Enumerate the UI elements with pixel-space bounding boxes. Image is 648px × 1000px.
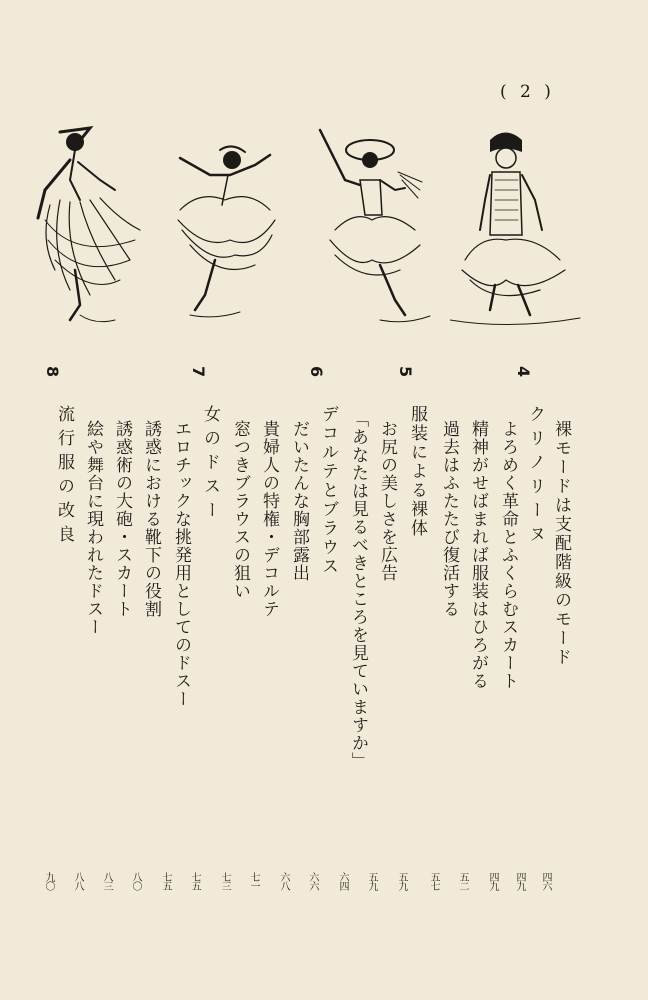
toc-item-page: 四九 bbox=[487, 872, 498, 890]
chapter-6-page: 六六 bbox=[307, 872, 318, 890]
toc-item-6-3[interactable] bbox=[219, 420, 248, 890]
toc-item-text: よろめく革命とふくらむスカート bbox=[498, 420, 518, 690]
toc-item-page: 七一 bbox=[248, 872, 259, 890]
toc-entry-chapter-6[interactable] bbox=[307, 405, 336, 890]
chapter-5-number: 5 bbox=[396, 366, 415, 378]
toc-item-page: 八〇 bbox=[130, 872, 141, 890]
toc-item-text: 誘惑術の大砲・スカート bbox=[112, 420, 132, 618]
toc-item-text: 窓つきブラウスの狙い bbox=[230, 420, 250, 600]
chapter-8-number: 8 bbox=[43, 366, 62, 378]
toc-item-text: 「あなたは見るべきところを見ていますか」 bbox=[348, 410, 368, 770]
toc-item-7-3[interactable] bbox=[101, 420, 130, 890]
toc-item-7-1[interactable] bbox=[160, 420, 189, 890]
toc-item-6-2[interactable] bbox=[248, 420, 277, 890]
cancan-dancers-illustration bbox=[20, 120, 630, 335]
toc-item-4-3[interactable] bbox=[457, 420, 486, 890]
toc-item-text: 貴婦人の特権・デコルテ bbox=[259, 420, 279, 618]
toc-item-page: 七三 bbox=[219, 872, 230, 890]
toc-item-4-2[interactable] bbox=[487, 420, 516, 890]
toc-entry-chapter-7[interactable] bbox=[189, 405, 218, 890]
toc-entry-chapter-5[interactable] bbox=[396, 405, 425, 890]
chapter-7-title: 女のドスー bbox=[200, 405, 220, 525]
toc-item-text: 絵や舞台に現われたドスー bbox=[83, 420, 103, 636]
toc-item-page: 五二 bbox=[457, 872, 468, 890]
chapter-4-title: 裸モードは支配階級のモード bbox=[551, 420, 571, 667]
dancer-figure-3 bbox=[310, 120, 440, 335]
toc-item-4-1[interactable] bbox=[514, 405, 543, 890]
chapter-8-title: 流行服の改良 bbox=[54, 405, 74, 549]
chapter-8-page: 九〇 bbox=[43, 872, 54, 890]
toc-item-text: だいたんな胸部露出 bbox=[289, 420, 309, 582]
toc-entry-chapter-8[interactable] bbox=[43, 405, 72, 890]
toc-item-page: 八八 bbox=[72, 872, 83, 890]
chapter-4-page: 四六 bbox=[540, 872, 551, 890]
chapter-7-page: 七五 bbox=[189, 872, 200, 890]
toc-item-6-1[interactable] bbox=[278, 420, 307, 890]
page-number: ( 2 ) bbox=[500, 82, 555, 102]
toc-item-text: お尻の美しさを広告 bbox=[377, 420, 397, 582]
toc-item-5-1[interactable] bbox=[366, 420, 395, 890]
toc-item-text: 精神がせばまれば服装はひろがる bbox=[468, 420, 488, 690]
toc-item-page: 六八 bbox=[278, 872, 289, 890]
chapter-5-title: 服装による裸体 bbox=[407, 405, 427, 538]
toc-item-7-2[interactable] bbox=[130, 420, 159, 890]
toc-item-text: エロチックな挑発用としてのドスー bbox=[171, 420, 191, 708]
chapter-6-title: デコルテとブラウス bbox=[318, 405, 338, 576]
toc-item-text: クリノリーヌ bbox=[525, 405, 545, 549]
dancer-figure-4 bbox=[450, 120, 590, 335]
toc-item-text: 過去はふたたび復活する bbox=[439, 420, 459, 618]
toc-item-7-4[interactable] bbox=[72, 420, 101, 890]
dancer-figure-2 bbox=[160, 120, 290, 335]
chapter-4-number: 4 bbox=[514, 366, 533, 378]
toc-item-page: 七五 bbox=[160, 872, 171, 890]
toc-item-page: 八三 bbox=[101, 872, 112, 890]
toc-item-4-4[interactable] bbox=[428, 420, 457, 890]
toc-item-5-2[interactable] bbox=[337, 410, 366, 890]
toc-item-page: 五七 bbox=[428, 872, 439, 890]
toc-item-page: 六四 bbox=[337, 872, 348, 890]
dancer-figure-1 bbox=[20, 120, 155, 335]
chapter-6-number: 6 bbox=[307, 366, 326, 378]
toc-item-page: 四九 bbox=[514, 872, 525, 890]
chapter-7-number: 7 bbox=[189, 366, 208, 378]
toc-item-page: 五九 bbox=[366, 872, 377, 890]
chapter-5-page: 五九 bbox=[396, 872, 407, 890]
toc-item-text: 誘惑における靴下の役割 bbox=[141, 420, 161, 618]
